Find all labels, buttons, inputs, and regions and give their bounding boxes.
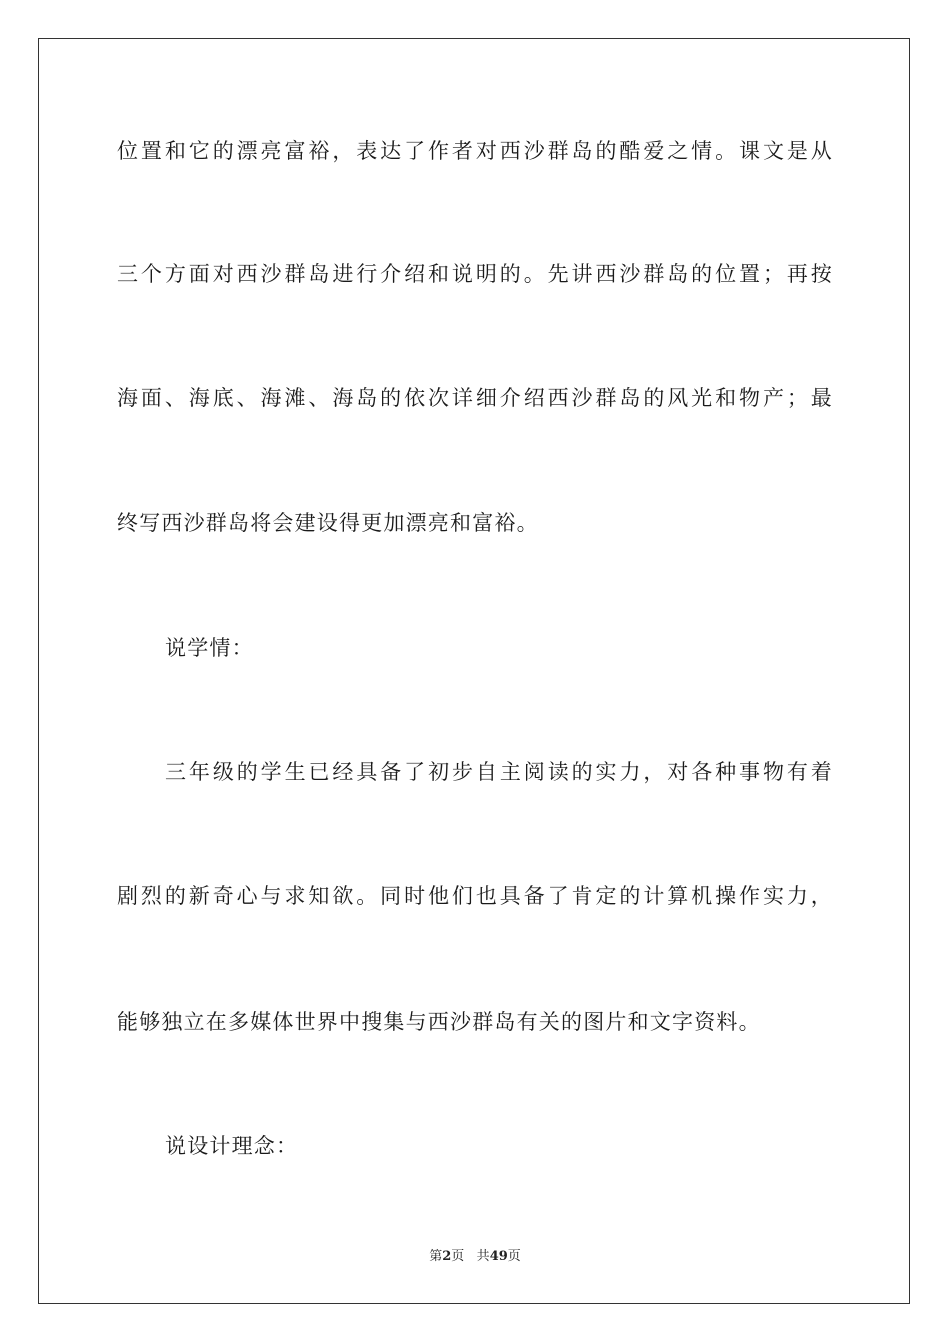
footer-page-suffix: 页 [451,1249,465,1264]
page-frame [38,38,910,1304]
current-page-number: 2 [442,1249,452,1264]
body-line-1: 位置和它的漂亮富裕，表达了作者对西沙群岛的酷爱之情。课文是从 [117,139,833,163]
body-line-8: 能够独立在多媒体世界中搜集与西沙群岛有关的图片和文字资料。 [117,1010,761,1034]
footer-total-suffix: 页 [507,1249,521,1264]
total-pages-number: 49 [489,1249,508,1264]
body-line-3: 海面、海底、海滩、海岛的依次详细介绍西沙群岛的风光和物产；最 [117,386,833,410]
section-heading-learning-situation: 说学情： [165,636,254,660]
body-line-4: 终写西沙群岛将会建设得更加漂亮和富裕。 [117,511,539,535]
page-footer [0,1248,950,1266]
body-line-7: 剧烈的新奇心与求知欲。同时他们也具备了肯定的计算机操作实力， [117,884,833,908]
body-line-2: 三个方面对西沙群岛进行介绍和说明的。先讲西沙群岛的位置；再按 [117,262,833,286]
body-line-6: 三年级的学生已经具备了初步自主阅读的实力，对各种事物有着 [165,760,833,784]
footer-total-prefix: 共 [476,1249,490,1264]
footer-prefix: 第 [429,1249,443,1264]
section-heading-design-concept: 说设计理念： [165,1134,299,1158]
